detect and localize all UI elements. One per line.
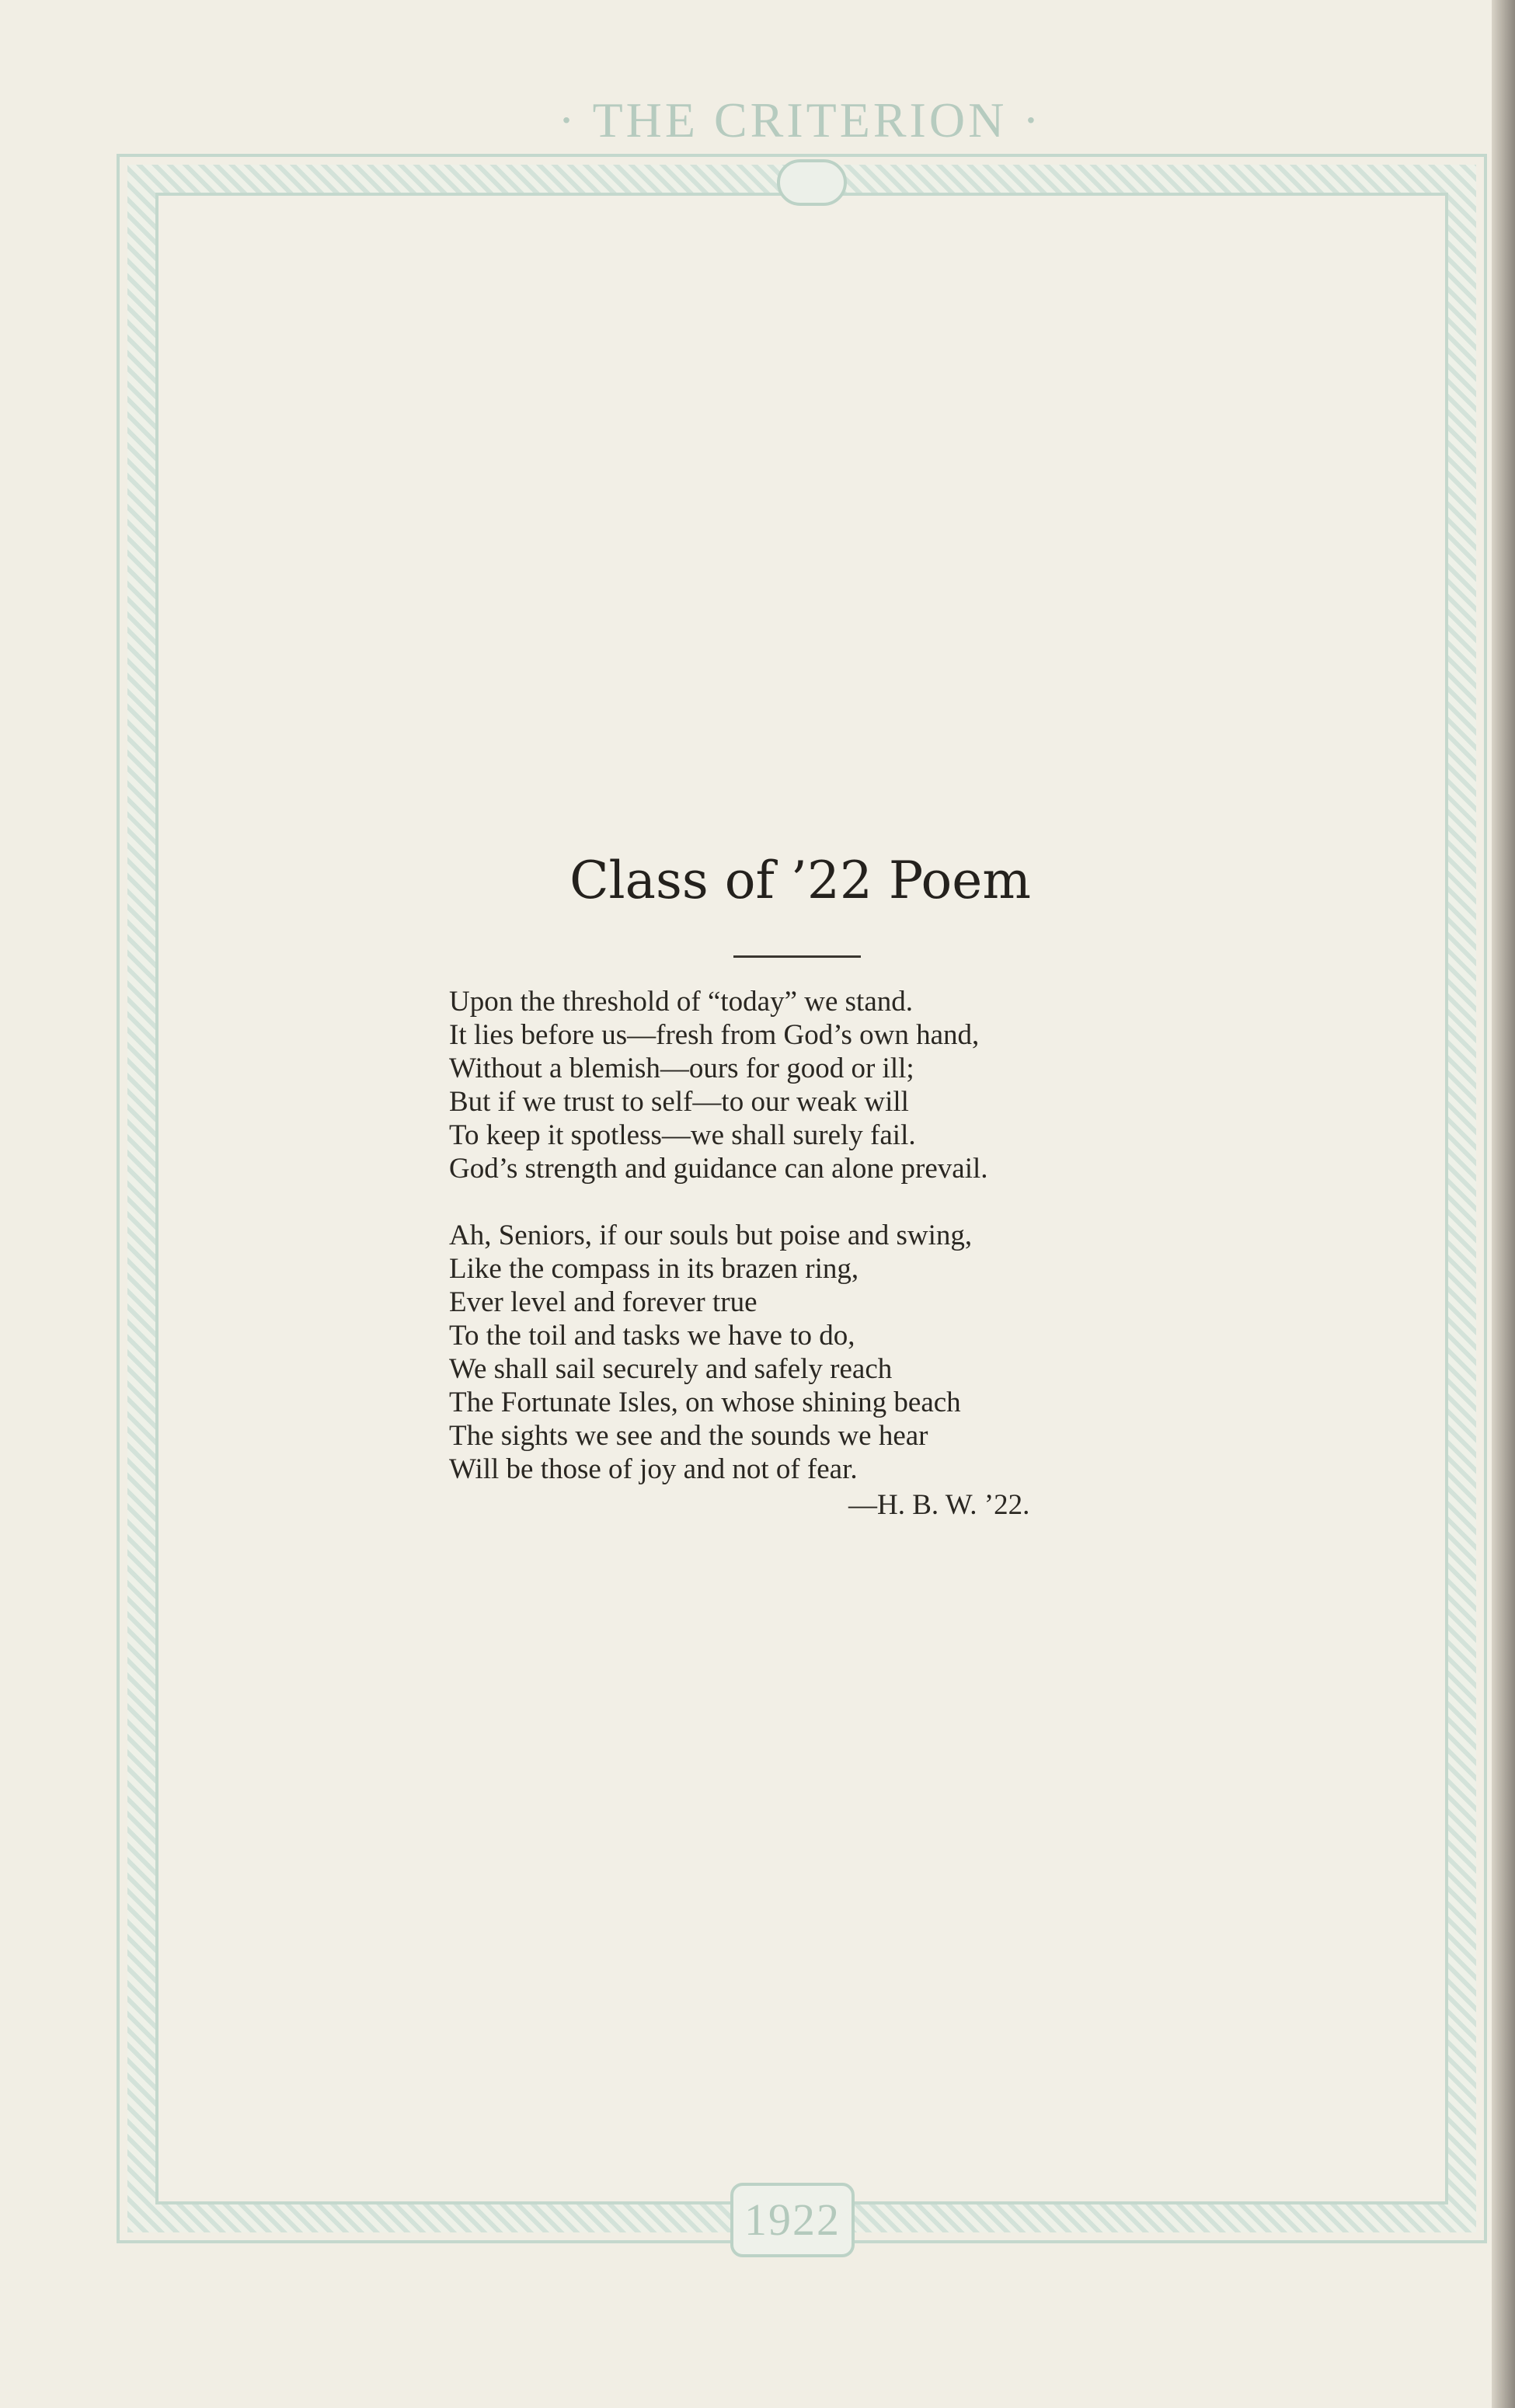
poem-line: It lies before us—fresh from God’s own hand, — [449, 1019, 980, 1051]
poem-body — [449, 985, 1148, 1519]
poem-line: God’s strength and guidance can alone prevail. — [449, 1153, 988, 1185]
poem-title: Class of ’22 Poem — [569, 851, 1031, 910]
poem-line: But if we trust to self—to our weak will — [449, 1086, 909, 1118]
poem-line: Upon the threshold of “today” we stand. — [449, 986, 913, 1018]
title-divider — [733, 955, 861, 958]
poem-line: Like the compass in its brazen ring, — [449, 1253, 859, 1285]
poem-line: To keep it spotless—we shall surely fail. — [449, 1119, 916, 1151]
page-binding-edge — [1492, 0, 1515, 2408]
poem-line: The Fortunate Isles, on whose shining beach — [449, 1387, 961, 1418]
poem-line: Ah, Seniors, if our souls but poise and swing, — [449, 1220, 973, 1251]
poem-line: To the toil and tasks we have to do, — [449, 1320, 855, 1352]
poem-signature: —H. B. W. ’22. — [848, 1489, 1030, 1521]
poem-line: Without a blemish—ours for good or ill; — [449, 1053, 914, 1084]
poem-line: The sights we see and the sounds we hear — [449, 1420, 928, 1452]
top-ornament-icon — [777, 159, 847, 206]
running-head: · THE CRITERION · — [558, 92, 1043, 148]
poem-line: Will be those of joy and not of fear. — [449, 1453, 858, 1485]
poem-line: Ever level and forever true — [449, 1286, 758, 1318]
year-plaque: 1922 — [730, 2183, 855, 2257]
stanza-2 — [449, 1219, 1148, 1486]
stanza-1 — [449, 985, 1148, 1185]
poem-line: We shall sail securely and safely reach — [449, 1353, 893, 1385]
